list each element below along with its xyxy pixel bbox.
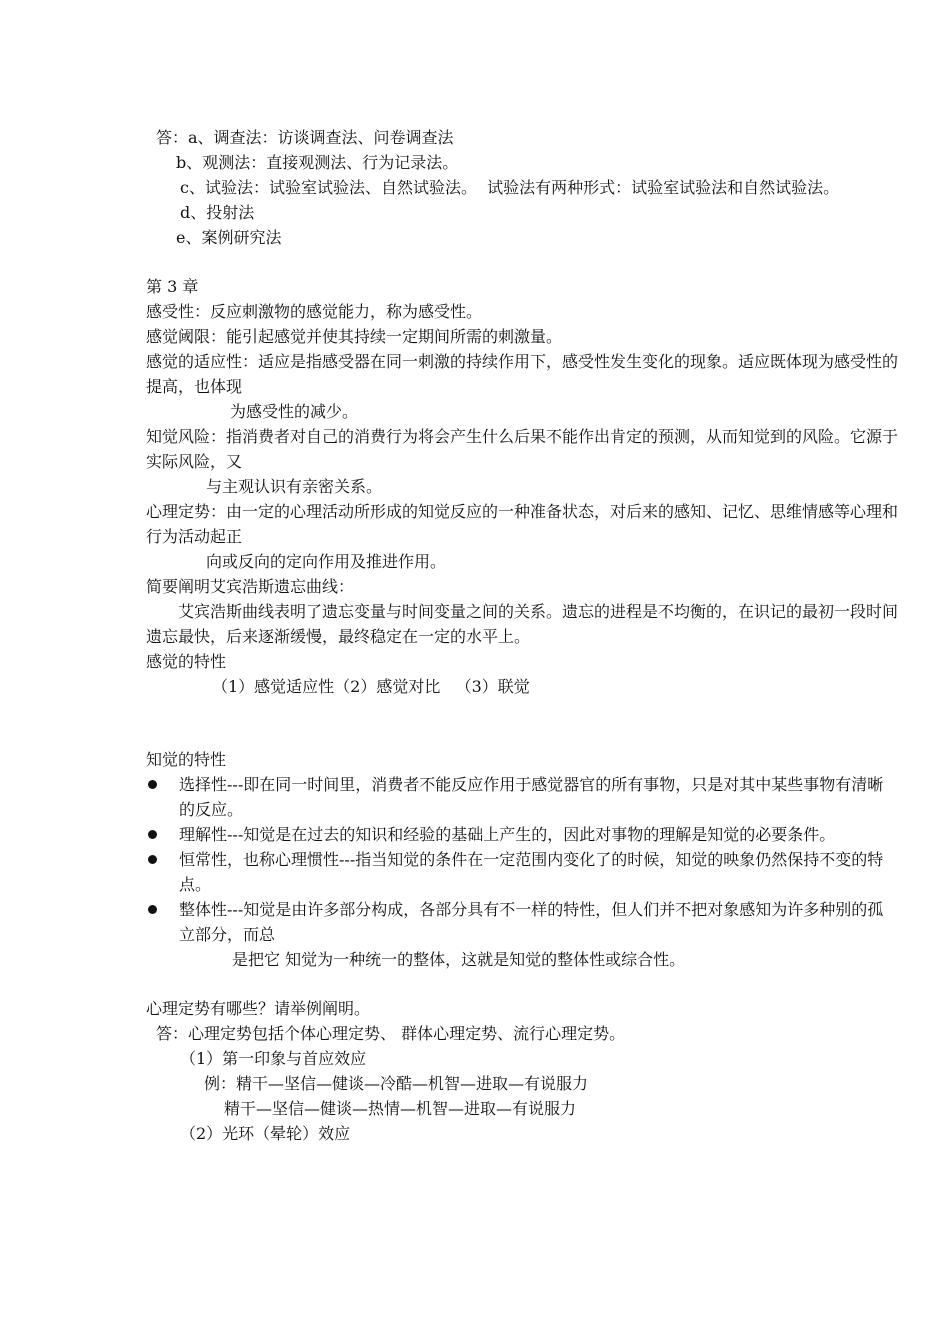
- answer-method-a: 答：a、调查法：访谈调查法、问卷调查法: [156, 128, 454, 147]
- chapter-title: 第 3 章: [146, 277, 199, 296]
- perception-traits-heading: 知觉的特性: [146, 750, 227, 769]
- document-body: [146, 125, 898, 1146]
- answer-method-e: e、案例研究法: [176, 228, 282, 247]
- spacer: [146, 250, 898, 274]
- bullet-icon: [148, 905, 157, 914]
- perception-trait-item: [146, 847, 898, 897]
- perception-trait-text: 恒常性，也称心理惯性---指当知觉的条件在一定范围内变化了的时候，知觉的映象仍然保持不变的特点。: [179, 850, 884, 894]
- perception-trait-item: [146, 822, 898, 847]
- mental-set-item-2: （2）光环（晕轮）效应: [180, 1124, 351, 1143]
- perception-trait-item: [146, 772, 898, 822]
- answer-method-c-text: c、试验法：试验室试验法、自然试验法。 试验法有两种形式：试验室试验法和自然试验法。: [180, 178, 840, 197]
- sensation-traits-heading: 感觉的特性: [146, 652, 227, 671]
- sensation-traits-items: （1）感觉适应性（2）感觉对比 （3）联觉: [212, 677, 530, 696]
- answer-method-d: d、投射法: [180, 203, 255, 222]
- bullet-icon: [148, 830, 157, 839]
- def-risk-cont: 与主观认识有亲密关系。: [206, 477, 383, 496]
- def-risk: 知觉风险：指消费者对自己的消费行为将会产生什么后果不能作出肯定的预测，从而知觉到的风险。它源于实际风险，又: [146, 427, 899, 471]
- mental-set-answer: 答：心理定势包括个体心理定势、 群体心理定势、流行心理定势。: [156, 1024, 626, 1043]
- def-adaptation-cont: 为感受性的减少。: [230, 402, 359, 421]
- perception-trait-text: 理解性---知觉是在过去的知识和经验的基础上产生的，因此对事物的理解是知觉的必要条件。: [179, 825, 836, 844]
- mental-set-item-1: （1）第一印象与首应效应: [180, 1049, 367, 1068]
- perception-trait-text: 整体性---知觉是由许多部分构成，各部分具有不一样的特性，但人们并不把对象感知为许多种别的孤立部分，而总: [179, 900, 884, 944]
- perception-trait-text: 选择性---即在同一时间里，消费者不能反应作用于感觉器官的所有事物，只是对其中某些事物有清晰的反应。: [179, 775, 884, 819]
- def-mental-set-cont: 向或反向的定向作用及推进作用。: [206, 552, 447, 571]
- perception-trait-continuation: 是把它 知觉为一种统一的整体，这就是知觉的整体性或综合性。: [232, 950, 686, 969]
- def-sensitivity: 感受性：反应刺激物的感觉能力，称为感受性。: [146, 302, 483, 321]
- spacer: [146, 699, 898, 747]
- answer-method-c: [146, 175, 898, 200]
- answer-method-b: b、观测法：直接观测法、行为记录法。: [176, 153, 459, 172]
- def-threshold: 感觉阈限：能引起感觉并使其持续一定期间所需的刺激量。: [146, 327, 563, 346]
- perception-trait-item: [146, 897, 898, 947]
- ebbinghaus-answer: 艾宾浩斯曲线表明了遗忘变量与时间变量之间的关系。遗忘的进程是不均衡的，在识记的最初一段时间遗忘最快，后来逐渐缓慢，最终稳定在一定的水平上。: [146, 602, 899, 646]
- mental-set-example-2: 精干—坚信—健谈—热情—机智—进取—有说服力: [224, 1099, 577, 1118]
- bullet-icon: [148, 855, 157, 864]
- bullet-icon: [148, 780, 157, 789]
- def-adaptation: 感觉的适应性：适应是指感受器在同一刺激的持续作用下，感受性发生变化的现象。适应既体现为感受性的提高，也体现: [146, 352, 899, 396]
- spacer: [146, 972, 898, 996]
- ebbinghaus-question: 简要阐明艾宾浩斯遗忘曲线：: [146, 577, 355, 596]
- mental-set-example-1: 例：精干—坚信—健谈—冷酷—机智—进取—有说服力: [204, 1074, 589, 1093]
- def-mental-set: 心理定势：由一定的心理活动所形成的知觉反应的一种准备状态，对后来的感知、记忆、思维情感等心理和行为活动起正: [146, 502, 899, 546]
- mental-set-question: 心理定势有哪些？请举例阐明。: [146, 999, 371, 1018]
